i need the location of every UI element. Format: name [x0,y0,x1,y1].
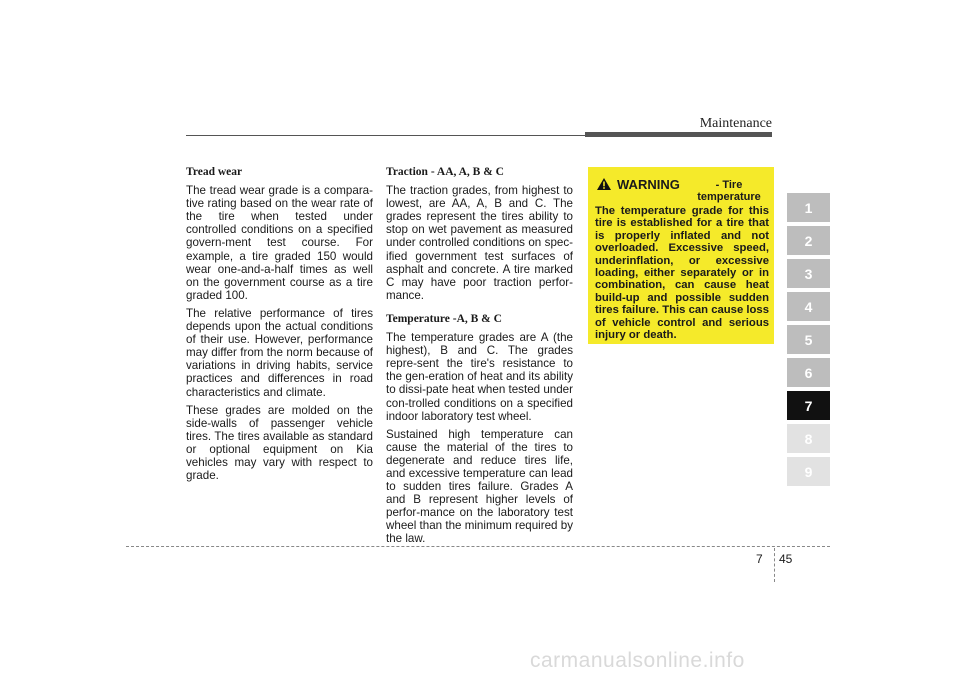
paragraph: The traction grades, from highest to lowest, are AA, A, B and C. The grades represent the tires ability to stop on wet pavement as measured under controlled conditions on spec-ified government test surfaces of asphalt and concrete. A tire marked C may have poor traction perfor-mance. [386,184,573,302]
heading-temperature: Temperature -A, B & C [386,312,502,325]
chapter-tab-6[interactable]: 6 [787,358,830,387]
paragraph: The tread wear grade is a compara-tive rating based on the wear rate of the tire when tested under controlled conditions on a specified govern-ment test course. For example, a tire graded 150 would wear one-and-a-half times as well on the government course as a tire graded 100. [186,184,373,302]
chapter-tab-3[interactable]: 3 [787,259,830,288]
paragraph: The temperature grades are A (the highest), B and C. The grades repre-sent the tire's resistance to the gen-eration of heat and its ability to dissi-pate heat when tested under con-trolled conditions on a specified indoor laboratory test wheel. [386,331,573,423]
warning-box [588,167,774,344]
paragraph: These grades are molded on the side-walls of passenger vehicle tires. The tires available as standard or optional equipment on Kia vehicles may vary with respect to grade. [186,403,373,483]
footer-rule [126,546,830,547]
warning-label: WARNING [617,177,680,192]
chapter-tab-9[interactable]: 9 [787,457,830,486]
page-number: 45 [779,552,793,566]
warning-text: The temperature grade for this tire is established for a tire that is properly inflated and not overloaded. Excessive speed, underinflation, or excessive loading, either separately or in combination, can cause heat build-up and possible sudden tires failure. This can cause loss of vehicle control and serious injury or death. [595,205,769,342]
heading-traction: Traction - AA, A, B & C [386,166,504,178]
section-title: Maintenance [699,116,772,131]
warning-subtitle: - Tire temperature [697,179,761,203]
chapter-tab-8[interactable]: 8 [787,424,830,453]
paragraph: The relative performance of tires depends upon the actual conditions of their use. However, performance may differ from the norm because of variations in driving habits, service practices and differences in road characteristics and climate. [186,306,373,399]
column-tread-wear [186,166,373,487]
chapter-tabs [787,193,830,490]
header-accent-bar [585,132,772,137]
chapter-tab-1[interactable]: 1 [787,193,830,222]
column-traction-temperature [386,166,573,551]
warning-triangle-icon [597,178,611,190]
chapter-tab-7[interactable]: 7 [787,391,830,420]
paragraph: Sustained high temperature can cause the material of the tires to degenerate and reduce tires life, and excessive temperature can lead to sudden tires failure. Grades A and B represent higher levels of perfor-mance on the laboratory test wheel than the minimum required by the law. [386,427,573,546]
footer-divider [774,548,775,582]
watermark-text: carmanualsonline.info [530,649,745,672]
chapter-tab-2[interactable]: 2 [787,226,830,255]
page-chapter-number: 7 [756,552,763,566]
chapter-tab-4[interactable]: 4 [787,292,830,321]
heading-tread-wear: Tread wear [186,166,243,178]
chapter-tab-5[interactable]: 5 [787,325,830,354]
